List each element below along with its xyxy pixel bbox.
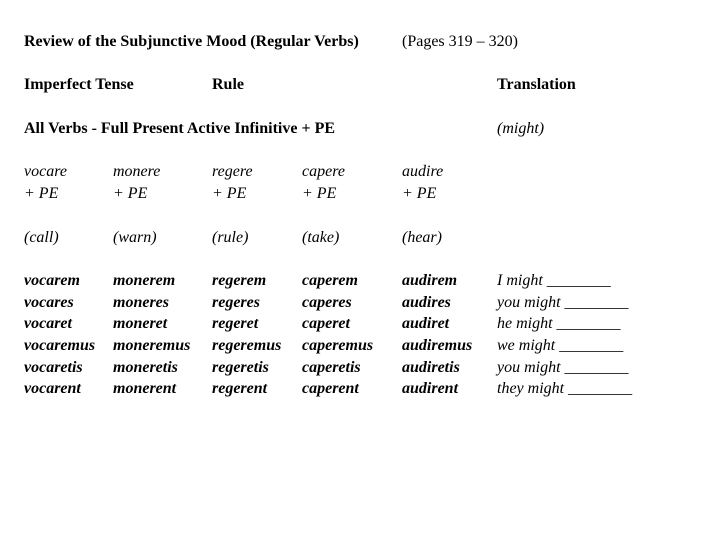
conjugation-form: vocaremus	[24, 337, 96, 354]
page-range: (Pages 319 – 320)	[402, 33, 518, 50]
rule-translation: (might)	[497, 120, 545, 137]
conjugation-form: regeres	[212, 294, 260, 311]
meaning-cell: (rule)	[212, 229, 249, 246]
meaning-cell: (call)	[24, 229, 59, 246]
conjugation-form: moneremus	[113, 337, 191, 354]
infinitive-audire: audire	[402, 163, 444, 180]
conjugation-form: caperes	[302, 294, 352, 311]
rule-line	[0, 118, 720, 140]
infinitive-vocare: vocare	[24, 163, 67, 180]
page-title: Review of the Subjunctive Mood (Regular Verbs)	[24, 33, 359, 50]
conjugation-translation: we might ________	[497, 337, 624, 354]
conjugation-form: caperem	[302, 272, 358, 289]
conjugation-form: caperemus	[302, 337, 374, 354]
suffix-cell: + PE	[113, 185, 148, 202]
infinitives-row	[0, 161, 720, 183]
header-line	[0, 74, 720, 96]
conjugation-row	[0, 270, 720, 292]
conjugation-translation: he might ________	[497, 315, 621, 332]
header-rule: Rule	[212, 76, 244, 93]
suffix-row	[0, 183, 720, 205]
conjugation-form: monerent	[113, 380, 177, 397]
conjugation-row	[0, 335, 720, 357]
conjugation-row	[0, 292, 720, 314]
conjugation-form: regerem	[212, 272, 267, 289]
infinitive-capere: capere	[302, 163, 345, 180]
conjugation-form: regeremus	[212, 337, 282, 354]
suffix-cell: + PE	[402, 185, 437, 202]
infinitive-regere: regere	[212, 163, 253, 180]
title-line	[0, 31, 720, 53]
conjugation-form: audiret	[402, 315, 450, 332]
conjugation-form: regerent	[212, 380, 268, 397]
conjugation-translation: you might ________	[497, 294, 629, 311]
conjugation-translation: they might ________	[497, 380, 633, 397]
conjugation-form: audirem	[402, 272, 458, 289]
meaning-cell: (hear)	[402, 229, 442, 246]
conjugation-form: vocaretis	[24, 359, 83, 376]
conjugation-form: audiremus	[402, 337, 473, 354]
conjugation-row	[0, 378, 720, 400]
conjugation-form: vocarent	[24, 380, 81, 397]
meanings-row	[0, 227, 720, 249]
conjugation-form: audires	[402, 294, 451, 311]
suffix-cell: + PE	[24, 185, 59, 202]
rule-text: All Verbs - Full Present Active Infinitive + PE	[24, 120, 336, 137]
header-tense: Imperfect Tense	[24, 76, 134, 93]
meaning-cell: (warn)	[113, 229, 157, 246]
conjugation-translation: I might ________	[497, 272, 611, 289]
conjugation-form: vocaret	[24, 315, 72, 332]
conjugation-form: caperent	[302, 380, 359, 397]
conjugation-form: caperetis	[302, 359, 361, 376]
conjugation-form: caperet	[302, 315, 350, 332]
conjugation-form: moneres	[113, 294, 169, 311]
conjugation-form: regeret	[212, 315, 259, 332]
conjugation-form: regeretis	[212, 359, 269, 376]
infinitive-monere: monere	[113, 163, 161, 180]
header-translation: Translation	[497, 76, 576, 93]
conjugation-form: vocarem	[24, 272, 80, 289]
meaning-cell: (take)	[302, 229, 340, 246]
conjugation-row	[0, 357, 720, 379]
conjugation-form: moneret	[113, 315, 168, 332]
conjugation-form: audirent	[402, 380, 459, 397]
conjugation-form: monerem	[113, 272, 176, 289]
conjugation-row	[0, 313, 720, 335]
suffix-cell: + PE	[302, 185, 337, 202]
conjugation-form: audiretis	[402, 359, 460, 376]
conjugation-translation: you might ________	[497, 359, 629, 376]
suffix-cell: + PE	[212, 185, 247, 202]
conjugation-form: moneretis	[113, 359, 178, 376]
conjugation-form: vocares	[24, 294, 74, 311]
